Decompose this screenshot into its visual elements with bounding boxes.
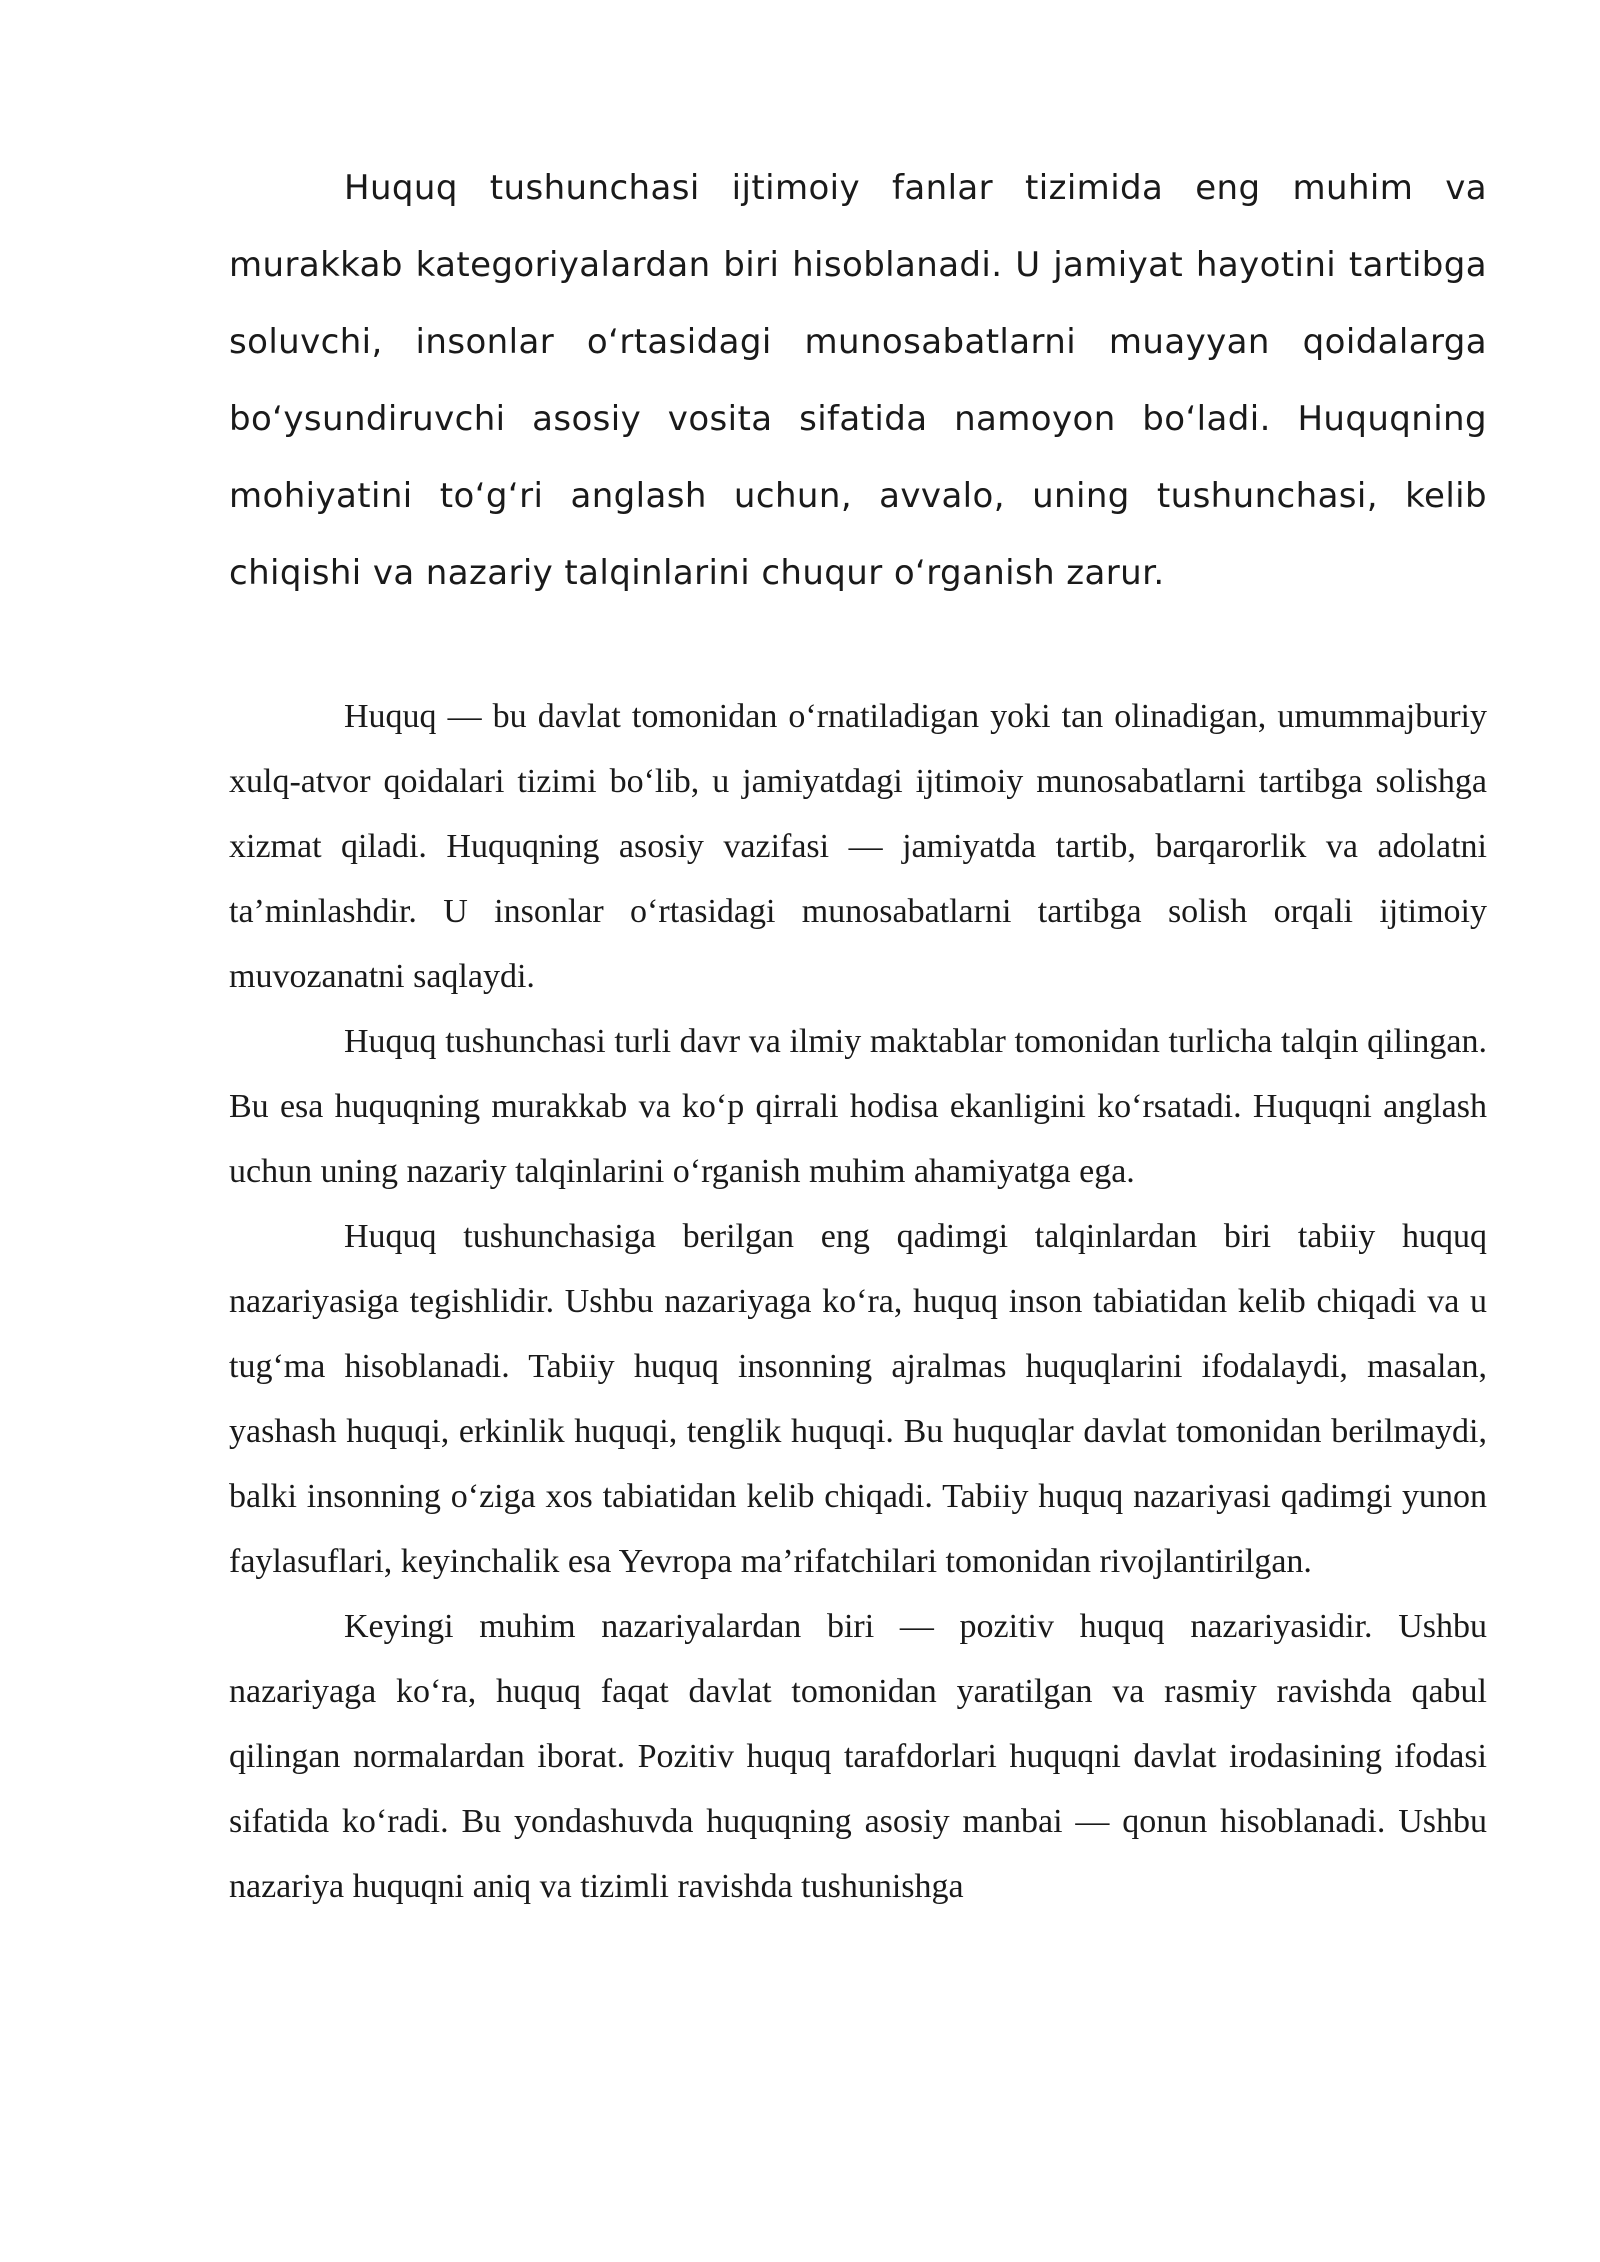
paragraph-definition: Huquq — bu davlat tomonidan o‘rnatiladigan yoki tan olinadigan, umummajburiy xulq-atvor qoidalari tizimi bo‘lib, u jamiyatdagi ijtimoiy munosabatlarni tartibga solishga xizmat qiladi. Huquqning asosiy vazifasi — jamiyatda tartib, barqarorlik va adolatni ta’minlashdir. U insonlar o‘rtasidagi munosabatlarni tartibga solish orqali ijtimoiy muvozanatni saqlaydi. xyxy=(229,698,1487,995)
paragraph-positive-law: Keyingi muhim nazariyalardan biri — pozitiv huquq nazariyasidir. Ushbu nazariyaga ko‘ra, huquq faqat davlat tomonidan yaratilgan va rasmiy ravishda qabul qilingan normalardan iborat. Pozitiv huquq tarafdorlari huquqni davlat irodasining ifodasi sifatida ko‘radi. Bu yondashuvda huquqning asosiy manbai — qonun hisoblanadi. Ushbu nazariya huquqni aniq va tizimli ravishda tushunishga xyxy=(229,1608,1487,1905)
paragraph-interpretations: Huquq tushunchasi turli davr va ilmiy maktablar tomonidan turlicha talqin qilingan. Bu esa huquqning murakkab va ko‘p qirrali hodisa ekanligini ko‘rsatadi. Huquqni anglash uchun uning nazariy talqinlarini o‘rganish muhim ahamiyatga ega. xyxy=(229,1023,1487,1190)
paragraph-natural-law: Huquq tushunchasiga berilgan eng qadimgi talqinlardan biri tabiiy huquq nazariyasiga tegishlidir. Ushbu nazariyaga ko‘ra, huquq inson tabiatidan kelib chiqadi va u tug‘ma hisoblanadi. Tabiiy huquq insonning ajralmas huquqlarini ifodalaydi, masalan, yashash huquqi, erkinlik huquqi, tenglik huquqi. Bu huquqlar davlat tomonidan berilmaydi, balki insonning o‘ziga xos tabiatidan kelib chiqadi. Tabiiy huquq nazariyasi qadimgi yunon faylasuflari, keyinchalik esa Yevropa ma’rifatchilari tomonidan rivojlantirilgan. xyxy=(229,1218,1487,1580)
document-body-sans xyxy=(229,150,1487,612)
paragraph-intro: Huquq tushunchasi ijtimoiy fanlar tizimida eng muhim va murakkab kategoriyalardan biri hisoblanadi. U jamiyat hayotini tartibga soluvchi, insonlar o‘rtasidagi munosabatlarni muayyan qoidalarga bo‘ysundiruvchi asosiy vosita sifatida namoyon bo‘ladi. Huquqning mohiyatini to‘g‘ri anglash uchun, avvalo, uning tushunchasi, kelib chiqishi va nazariy talqinlarini chuqur o‘rganish zarur. xyxy=(229,168,1487,593)
document-body-serif xyxy=(229,684,1487,1919)
